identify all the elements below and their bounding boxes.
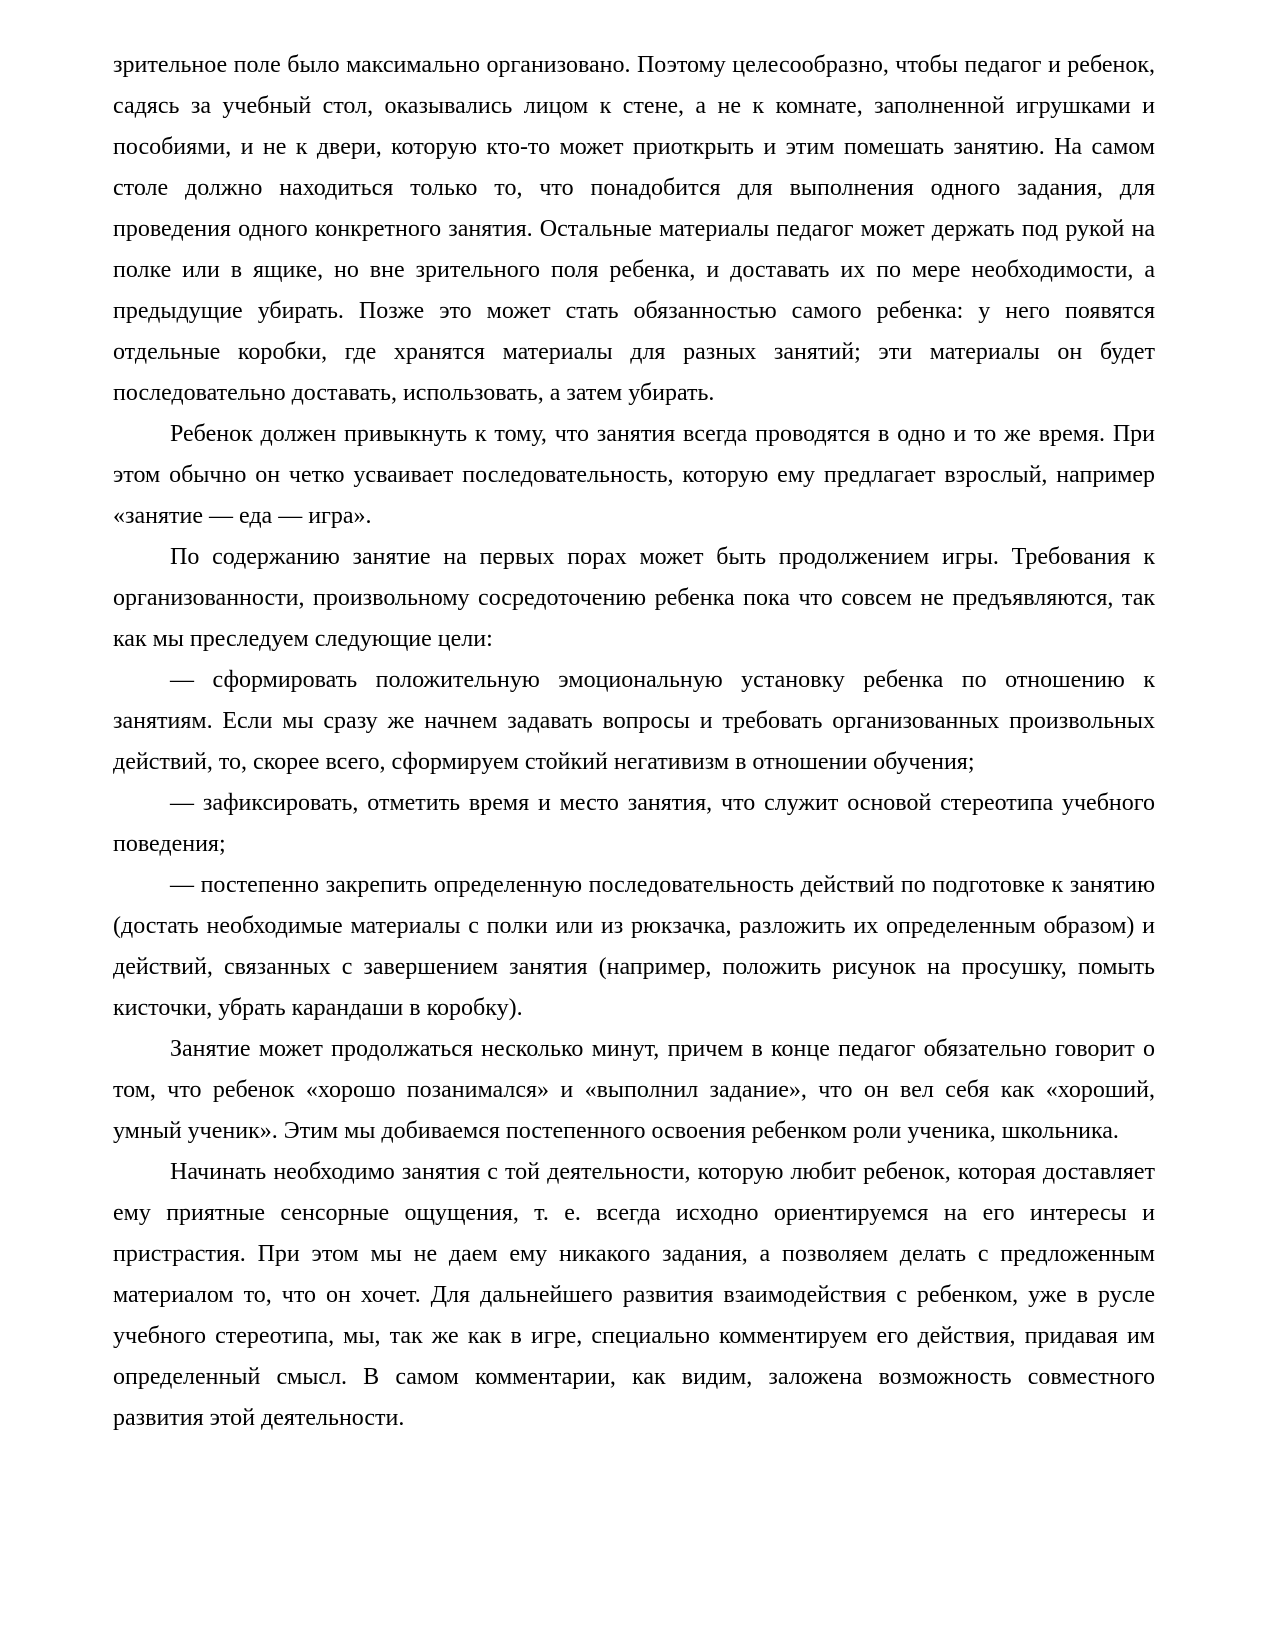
document-page [113,45,1155,1439]
paragraph-continuation: зрительное поле было максимально организовано. Поэтому целесообразно, чтобы педагог и ребенок, садясь за учебный стол, оказывались лицом к стене, а не к комнате, заполненной игрушками и пособиями, и не к двери, которую кто-то может приоткрыть и этим помешать занятию. На самом столе должно находиться только то, что понадобится для выполнения одного задания, для проведения одного конкретного занятия. Остальные материалы педагог может держать под рукой на полке или в ящике, но вне зрительного поля ребенка, и доставать их по мере необходимости, а предыдущие убирать. Позже это может стать обязанностью самого ребенка: у него появятся отдельные коробки, где хранятся материалы для разных занятий; эти материалы он будет последовательно доставать, использовать, а затем убирать. [113,52,1155,406]
paragraph-routine: Ребенок должен привыкнуть к тому, что занятия всегда проводятся в одно и то же время. При этом обычно он четко усваивает последовательность, которую ему предлагает взрослый, например «занятие — еда — игра». [113,421,1155,529]
list-item-goal-emotional: — сформировать положительную эмоциональную установку ребенка по отношению к занятиям. Если мы сразу же начнем задавать вопросы и требовать организованных произвольных действий, то, скорее всего, сформируем стойкий негативизм в отношении обучения; [113,667,1155,775]
paragraph-goals-intro: По содержанию занятие на первых порах может быть продолжением игры. Требования к организованности, произвольному сосредоточению ребенка пока что совсем не предъявляются, так как мы преследуем следующие цели: [113,544,1155,652]
list-item-goal-time-place: — зафиксировать, отметить время и место занятия, что служит основой стереотипа учебного поведения; [113,790,1155,857]
paragraph-starting-activity: Начинать необходимо занятия с той деятельности, которую любит ребенок, которая доставляет ему приятные сенсорные ощущения, т. е. всегда исходно ориентируемся на его интересы и пристрастия. При этом мы не даем ему никакого задания, а позволяем делать с предложенным материалом то, что он хочет. Для дальнейшего развития взаимодействия с ребенком, уже в русле учебного стереотипа, мы, так же как в игре, специально комментируем его действия, придавая им определенный смысл. В самом комментарии, как видим, заложена возможность совместного развития этой деятельности. [113,1159,1155,1431]
list-item-goal-sequence: — постепенно закрепить определенную последовательность действий по подготовке к занятию (достать необходимые материалы с полки или из рюкзачка, разложить их определенным образом) и действий, связанных с завершением занятия (например, положить рисунок на просушку, помыть кисточки, убрать карандаши в коробку). [113,872,1155,1021]
paragraph-session-length: Занятие может продолжаться несколько минут, причем в конце педагог обязательно говорит о том, что ребенок «хорошо позанимался» и «выполнил задание», что он вел себя как «хороший, умный ученик». Этим мы добиваемся постепенного освоения ребенком роли ученика, школьника. [113,1036,1155,1144]
